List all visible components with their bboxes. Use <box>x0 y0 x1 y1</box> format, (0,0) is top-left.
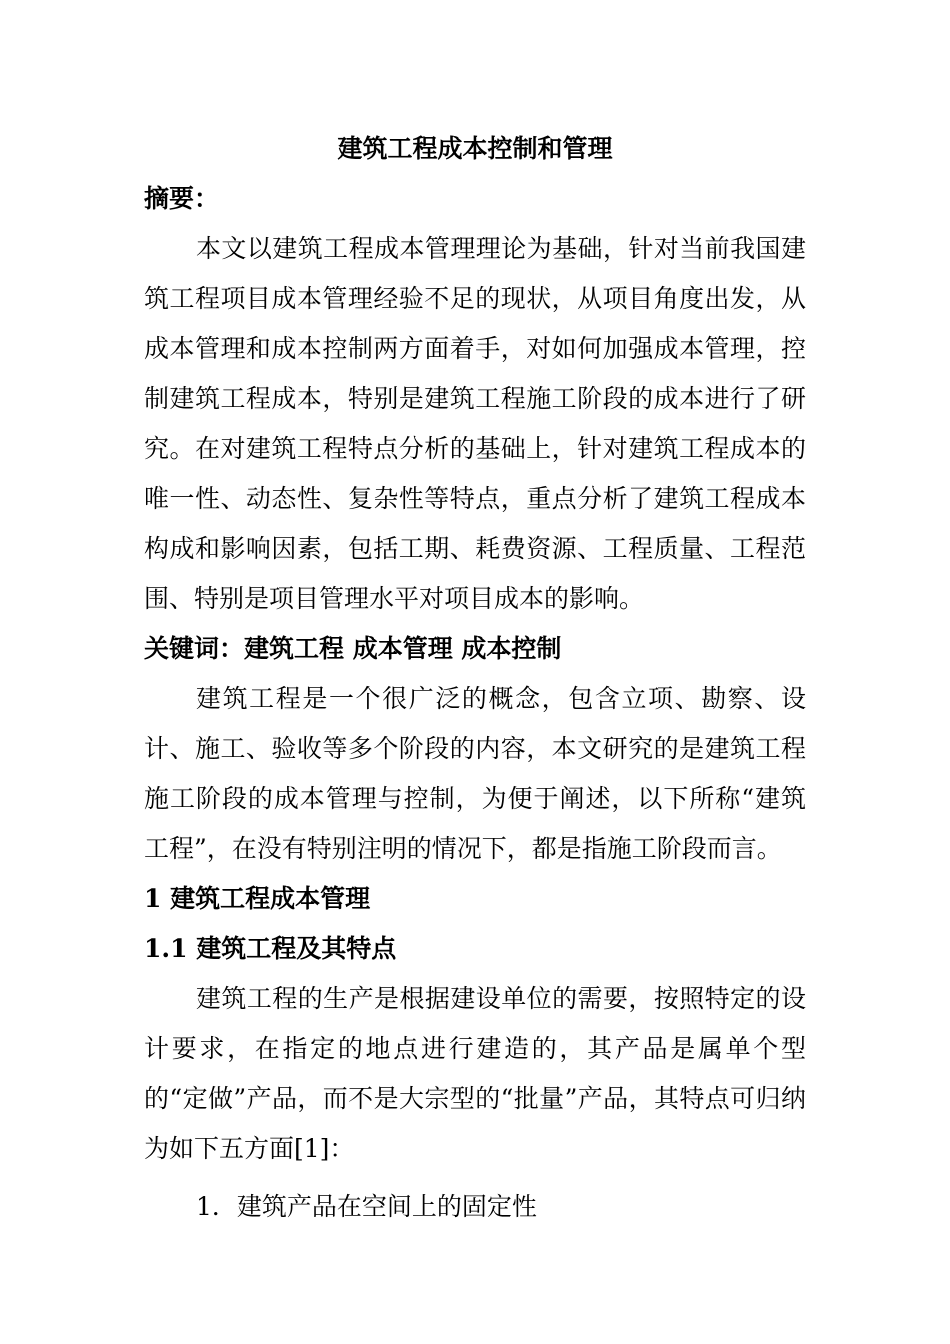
keywords-line <box>144 624 806 674</box>
section-1-1-heading: 1.1 建筑工程及其特点 <box>144 934 397 963</box>
abstract-paragraph: 本文以建筑工程成本管理理论为基础，针对当前我国建筑工程项目成本管理经验不足的现状，从项目角度出发，从成本管理和成本控制两方面着手，对如何加强成本管理，控制建筑工程成本，特别是建筑工程施工阶段的成本进行了研究。在对建筑工程特点分析的基础上，针对建筑工程成本的唯一性、动态性、复杂性等特点，重点分析了建筑工程成本构成和影响因素，包括工期、耗费资源、工程质量、工程范围、特别是项目管理水平对项目成本的影响。 <box>144 234 806 613</box>
abstract-label: 摘要： <box>144 184 220 213</box>
keywords-value: 建筑工程 成本管理 成本控制 <box>244 634 562 663</box>
section-1-1-paragraph: 建筑工程的生产是根据建设单位的需要，按照特定的设计要求，在指定的地点进行建造的，其产品是属单个型的“定做”产品，而不是大宗型的“批量”产品，其特点可归纳为如下五方面[1]： <box>144 984 806 1163</box>
document-title: 建筑工程成本控制和管理 <box>337 134 613 163</box>
section-1-heading: 1 建筑工程成本管理 <box>144 884 371 913</box>
document-body <box>144 128 806 1232</box>
list-item-1: 1．建筑产品在空间上的固定性 <box>196 1192 537 1221</box>
keywords-label: 关键词： <box>144 634 245 663</box>
intro-paragraph: 建筑工程是一个很广泛的概念，包含立项、勘察、设计、施工、验收等多个阶段的内容，本文研究的是建筑工程施工阶段的成本管理与控制，为便于阐述，以下所称“建筑工程”，在没有特别注明的情况下，都是指施工阶段而言。 <box>144 684 806 863</box>
